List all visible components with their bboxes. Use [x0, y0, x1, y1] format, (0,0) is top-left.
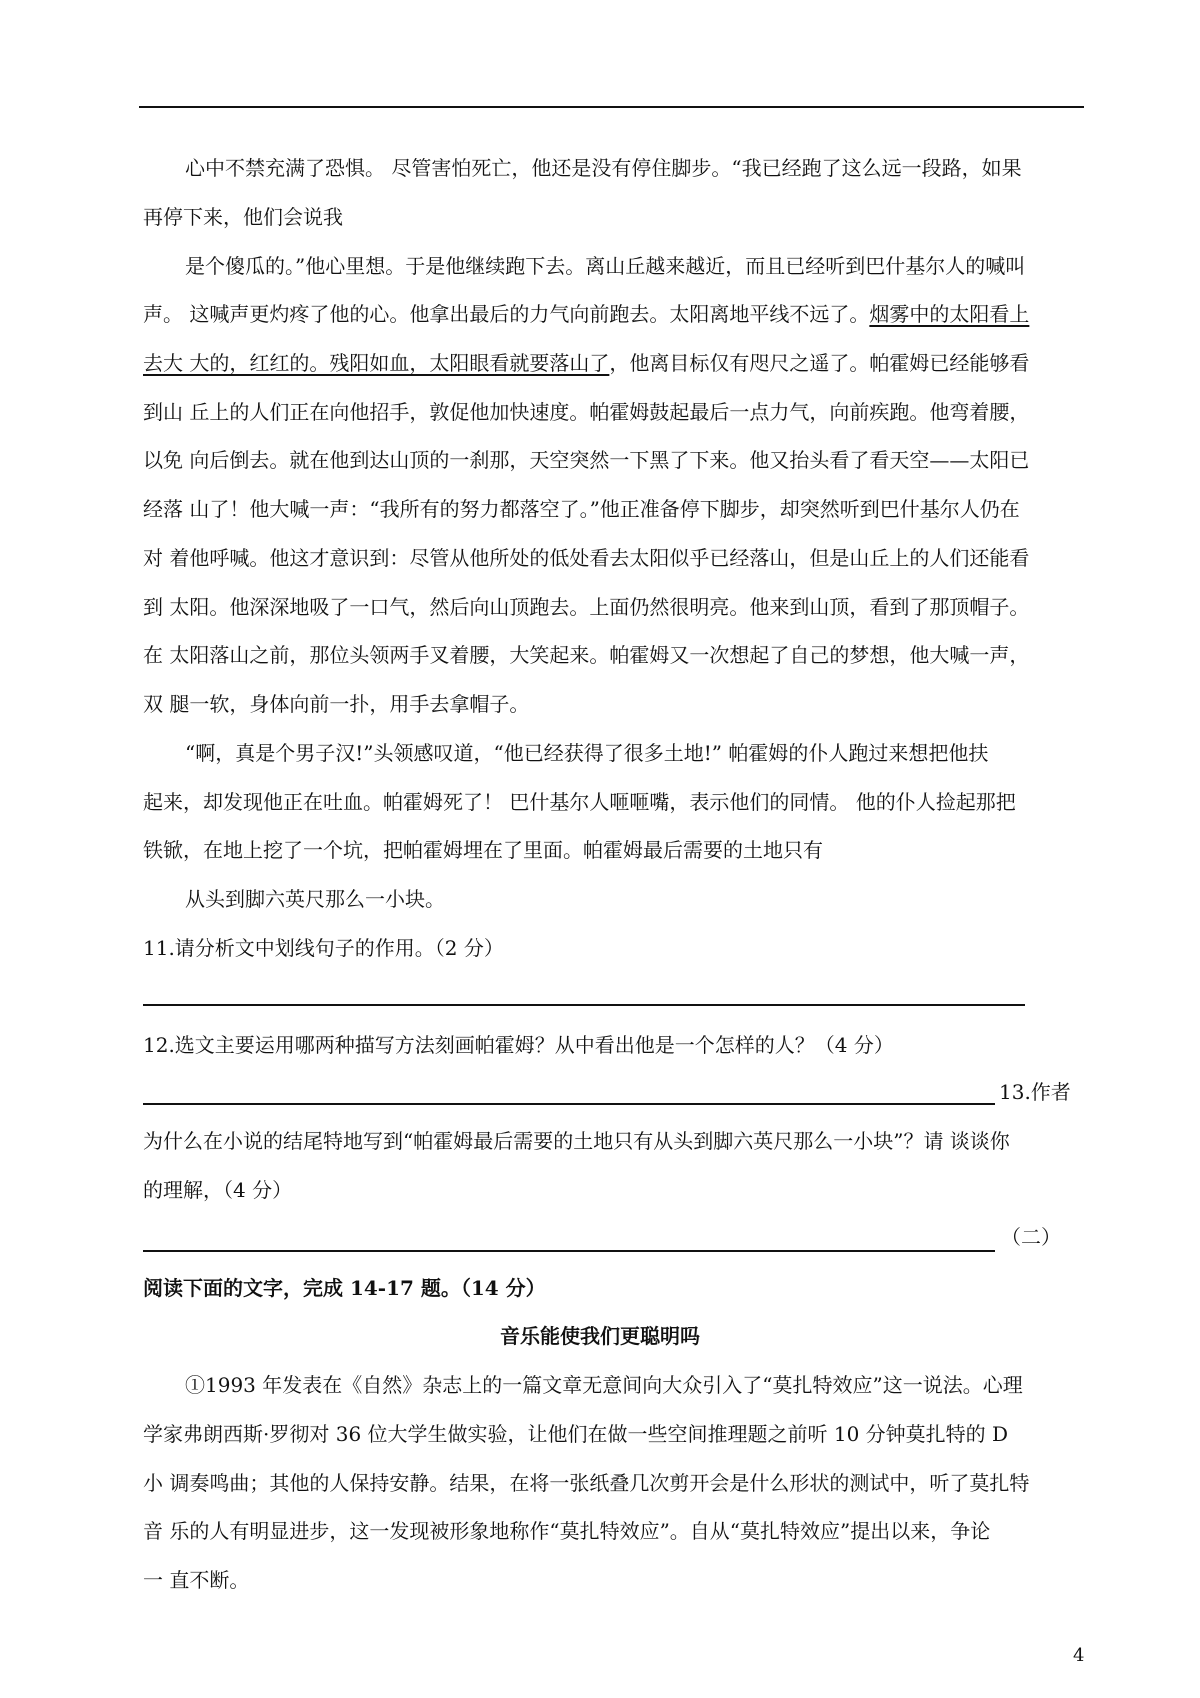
text-line: 是个傻瓜的。”他心里想。于是他继续跑下去。离山丘越来越近，而且已经听到巴什基尔人的喊叫: [185, 254, 1026, 278]
text-line: ①1993 年发表在《自然》杂志上的一篇文章无意间向大众引入了“莫扎特效应”这一说法。心理: [185, 1373, 1023, 1397]
answer-blank-11[interactable]: [143, 1004, 1025, 1006]
page-number: 4: [1073, 1645, 1085, 1666]
question-12: 12.选文主要运用哪两种描写方法刻画帕霍姆？从中看出他是一个怎样的人？（4 分）: [143, 1033, 894, 1057]
text-line: 经落 山了！他大喊一声：“我所有的努力都落空了。”他正准备停下脚步，却突然听到巴什基尔人仍在: [143, 497, 1020, 521]
text-line: 从头到脚六英尺那么一小块。: [185, 887, 445, 911]
underlined-sentence: 烟雾中的太阳看上: [869, 302, 1030, 326]
answer-blank-12[interactable]: [143, 1103, 995, 1105]
question-13: 为什么在小说的结尾特地写到“帕霍姆最后需要的土地只有从头到脚六英尺那么一小块”？请 谈谈你: [143, 1129, 1010, 1153]
answer-blank-13[interactable]: [143, 1250, 995, 1252]
question-11: 11.请分析文中划线句子的作用。（2 分）: [143, 936, 504, 960]
question-13-start: 13.作者: [999, 1080, 1071, 1104]
header-rule: [139, 106, 1084, 108]
text-line: 到 太阳。他深深地吸了一口气，然后向山顶跑去。上面仍然很明亮。他来到山顶，看到了那顶帽子。: [143, 595, 1030, 619]
text-line: [143, 350, 1029, 376]
question-13-cont: 的理解，（4 分）: [143, 1178, 293, 1202]
text-line: “啊，真是个男子汉!”头领感叹道，“他已经获得了很多土地!” 帕霍姆的仆人跑过来想把他扶: [185, 741, 989, 765]
text-line: 音 乐的人有明显进步，这一发现被形象地称作“莫扎特效应”。自从“莫扎特效应”提出以来，争论: [143, 1519, 991, 1543]
text-line: 再停下来，他们会说我: [143, 205, 343, 229]
text-line: [143, 301, 1029, 327]
text-line: 一 直不断。: [143, 1568, 250, 1592]
text-line: 学家弗朗西斯·罗彻对 36 位大学生做实验，让他们在做一些空间推理题之前听 10 分钟莫扎特的 D: [143, 1422, 1009, 1446]
text-line: 在 太阳落山之前，那位头领两手叉着腰，大笑起来。帕霍姆又一次想起了自己的梦想，他大喊一声，: [143, 643, 1030, 667]
underlined-sentence: 去大 大的，红红的。残阳如血，太阳眼看就要落山了: [143, 351, 610, 375]
text-line: 心中不禁充满了恐惧。 尽管害怕死亡，他还是没有停住脚步。“我已经跑了这么远一段路，如果: [185, 156, 1022, 180]
text-line: 对 着他呼喊。他这才意识到：尽管从他所处的低处看去太阳似乎已经落山，但是山丘上的人们还能看: [143, 546, 1030, 570]
article-title: 音乐能使我们更聪明吗: [500, 1324, 700, 1348]
text-line: 以免 向后倒去。就在他到达山顶的一刹那，天空突然一下黑了下来。他又抬头看了看天空——太阳已: [143, 448, 1030, 472]
text-line: 起来，却发现他正在吐血。帕霍姆死了！ 巴什基尔人咂咂嘴，表示他们的同情。 他的仆人捡起那把: [143, 790, 1016, 814]
plain-segment: 声。 这喊声更灼疼了他的心。他拿出最后的力气向前跑去。太阳离地平线不远了。: [143, 302, 870, 326]
plain-segment: ，他离目标仅有咫尺之遥了。帕霍姆已经能够看: [609, 351, 1030, 375]
text-line: 双 腿一软，身体向前一扑，用手去拿帽子。: [143, 692, 530, 716]
instruction-14-17: 阅读下面的文字，完成 14-17 题。（14 分）: [143, 1276, 546, 1300]
text-line: 小 调奏鸣曲；其他的人保持安静。结果，在将一张纸叠几次剪开会是什么形状的测试中，听了莫扎特: [143, 1471, 1030, 1495]
text-line: 铁锨，在地上挖了一个坑，把帕霍姆埋在了里面。帕霍姆最后需要的土地只有: [143, 838, 823, 862]
section-two-label: （二）: [1001, 1225, 1061, 1249]
text-line: 到山 丘上的人们正在向他招手，敦促他加快速度。帕霍姆鼓起最后一点力气，向前疾跑。他弯着腰，: [143, 400, 1030, 424]
